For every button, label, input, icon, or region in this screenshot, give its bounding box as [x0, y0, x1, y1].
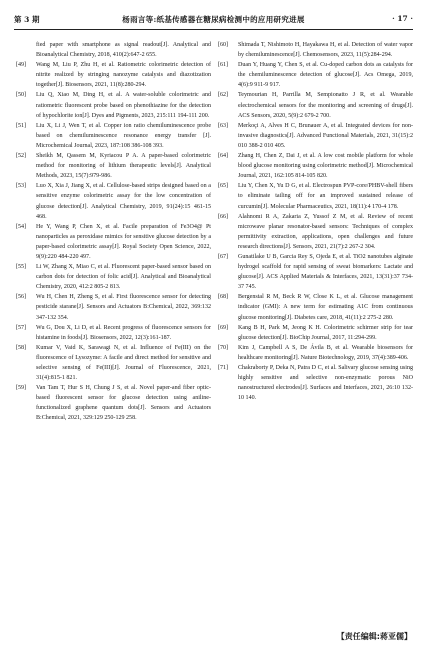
reference-item: [218, 90, 413, 120]
reference-text: Wang M, Liu P, Zhu H, et al. Ratiometric colorimetric detection of nitrite realized by stringing nanozyme catalysis and diazotization together[J]. Biosensors, 2021, 11(8):280-294.: [36, 62, 211, 89]
reference-number: [68]: [218, 294, 229, 301]
reference-number: [69]: [218, 324, 229, 331]
reference-item: [218, 212, 413, 252]
references-left-column: [16, 40, 211, 424]
reference-text: Liu X, Li J, Wen T, et al. Copper ion ratio chemiluminescence probe based on chemiluminescence resonance energy transfer [J]. Microchemical Journal, 2023, 187:108 386-108 393.: [36, 122, 211, 149]
reference-item: [218, 40, 413, 60]
reference-number: [59]: [16, 385, 27, 392]
reference-text: Alahnomi R A, Zakaria Z, Yussof Z M, et al. Review of recent microwave planar resonator-based sensors: Techniques of complex permittivity extraction, applications, open challenges and future research directions[J]. Sensors, 2021, 21(7):2 267-2 304.: [238, 213, 413, 250]
reference-item: [16, 40, 211, 60]
reference-text: Bergenstal R M, Beck R W, Close K L, et al. Glucose management indicator (GMI): A new term for estimating A1C from continuous glucose monitoring[J]. Diabetes care, 2018, 41(11):2 275-2 280.: [238, 294, 413, 321]
reference-item: [218, 60, 413, 90]
reference-text: Liu Y, Chen X, Yu D G, et al. Electrospun PVP-core/PHBV-shell fibers to eliminate tailing off for an improved sustained release of curcumin[J]. Molecular Pharmaceutics, 2021, 18(11):4 170-4 178.: [238, 183, 413, 210]
reference-text: Shimada T, Nishimoto H, Hayakawa H, et al. Detection of water vapor by chemiluminescence[J]. Chemosensors, 2023, 11(5):284-294.: [238, 42, 413, 59]
reference-number: [61]: [218, 62, 229, 69]
reference-text: fied paper with smartphone as signal readout[J]. Analytical and Bioanalytical Chemistry, 2018, 410(2):647-2 655.: [36, 42, 211, 59]
reference-number: [63]: [218, 122, 229, 129]
reference-text: Zhang H, Chen Z, Dai J, et al. A low cost mobile platform for whole blood glucose monitoring using colorimetric method[J]. Microchemical Journal, 2021, 162:105 814-105 820.: [238, 153, 413, 180]
reference-number: [57]: [16, 324, 27, 331]
reference-text: Li W, Zhang X, Miao C, et al. Fluorescent paper-based sensor based on carbon dots for detection of folic acid[J]. Analytical and Bioanalytical Chemistry, 2020, 412:2 805-2 813.: [36, 264, 211, 291]
reference-number: [49]: [16, 62, 27, 69]
reference-number: [51]: [16, 122, 27, 129]
reference-number: [65]: [218, 183, 229, 190]
reference-text: Kumar V, Vaid K, Sarawagi N, et al. Influence of Fe(III) on the fluorescence of Lysozyme: A facile and direct method for sensitive and selective sensing of Fe(III)[J]. Journal of Fluorescence, 2021, 31(4):815-1 821.: [36, 344, 211, 382]
reference-number: [66]: [218, 213, 229, 220]
reference-item: [218, 292, 413, 322]
reference-text: Duan Y, Huang Y, Chen S, et al. Cu-doped carbon dots as catalysts for the chemiluminescence detection of glucose[J]. Acs Omega, 2019, 4(6):9 911-9 917.: [238, 62, 413, 89]
reference-item: [16, 90, 211, 120]
reference-number: [50]: [16, 92, 27, 99]
reference-number: [58]: [16, 344, 27, 351]
reference-number: [60]: [218, 42, 229, 48]
reference-number: [55]: [16, 264, 27, 271]
reference-text: Van Tam T, Hur S H, Chung J S, et al. Novel paper-and fiber optic-based fluorescent sensor for glucose detection using aniline-functionalized graphene quantum dots[J]. Sensors and Actuators B:Chemical, 2021, 329:129 250-129 258.: [36, 385, 211, 422]
reference-number: [52]: [16, 153, 27, 160]
reference-number: [67]: [218, 253, 229, 260]
reference-item: [218, 121, 413, 151]
issue-number: 第 3 期: [14, 15, 40, 24]
reference-number: [56]: [16, 294, 27, 301]
reference-item: [218, 151, 413, 181]
reference-number: [53]: [16, 183, 27, 190]
reference-item: [218, 252, 413, 292]
responsible-editor: 【责任编辑:蒋亚儒】: [336, 632, 412, 641]
reference-number: [70]: [218, 344, 229, 351]
reference-text: Kang B H, Park M, Jeong K H. Colorimetric schirmer strip for tear glucose detection[J]. BioChip Journal, 2017, 11:294-299.: [238, 324, 413, 341]
reference-text: Wu G, Dou X, Li D, et al. Recent progress of fluorescence sensors for histamine in foods[J]. Biosensors, 2022, 12(3):161-187.: [36, 324, 211, 341]
reference-text: Kim J, Campbell A S, De Ávila B, et al. Wearable biosensors for healthcare monitoring[J]. Nature Biotechnology, 2019, 37(4):389-406.: [238, 344, 413, 361]
reference-item: [218, 181, 413, 211]
reference-number: [64]: [218, 153, 229, 160]
reference-text: Luo X, Xia J, Jiang X, et al. Cellulose-based strips designed based on a sensitive enzyme colorimetric assay for the low concentration of glucose detection[J]. Analytical Chemistry, 2019, 91(24):15 461-15 468.: [36, 183, 211, 220]
running-title: 杨雨言等:纸基传感器在糖尿病检测中的应用研究进展: [122, 15, 305, 24]
reference-item: [16, 151, 211, 181]
reference-item: [16, 222, 211, 262]
reference-text: Liu Q, Xiao M, Ding H, et al. A water-soluble colorimetric and ratiometric fluorescent probe based on phenothiazine for the detection of hypochlorite ion[J]. Dyes and Pigments, 2023, 215:111 194-111 200.: [36, 92, 211, 119]
reference-text: He Y, Wang P, Chen X, et al. Facile preparation of Fe3O4@ Pt nanoparticles as peroxidase mimics for sensitive glucose detection by a paper-based colorimetric assay[J]. Royal Society Open Science, 2022, 9(9):220 484-220 497.: [36, 223, 211, 260]
reference-item: [16, 60, 211, 90]
reference-text: Sheikh M, Qassem M, Kyriacou P A. A paper-based colorimetric method for monitoring of lithium therapeutic levels[J]. Analytical Methods, 2023, 15(7):979-986.: [36, 153, 211, 180]
page-header: [14, 14, 413, 28]
references-right-column: [218, 40, 413, 403]
reference-item: [16, 343, 211, 383]
reference-item: [16, 181, 211, 221]
reference-text: Teymourian H, Parrilla M, Sempionatto J R, et al. Wearable electrochemical sensors for the monitoring and screening of drugs[J]. ACS Sensors, 2020, 5(9):2 679-2 700.: [238, 92, 413, 119]
page-number: · 17 ·: [392, 14, 413, 23]
reference-text: Chakraborty P, Deka N, Patra D C, et al. Salivary glucose sensing using highly sensitive and selective non-enzymatic porous NiO nanostructured electrodes[J]. Surfaces and Interfaces, 2021, 26:10 132-10 140.: [238, 365, 413, 402]
reference-item: [16, 121, 211, 151]
reference-item: [16, 292, 211, 322]
header-rule: [14, 29, 413, 30]
reference-text: Wu H, Chen H, Zheng S, et al. First fluorescence sensor for detecting pesticide starane[J]. Sensors and Actuators B:Chemical, 2022, 369:132 347-132 354.: [36, 294, 211, 321]
reference-item: [16, 323, 211, 343]
reference-item: [218, 363, 413, 403]
reference-text: Merkoçi A, Alves H C, Brunauer A, et al. Integrated devices for non-invasive diagnostics[J]. Advanced Functional Materials, 2021, 31(15):2 010 388-2 010 405.: [238, 122, 413, 149]
reference-item: [218, 323, 413, 343]
reference-number: [54]: [16, 223, 27, 230]
reference-number: [71]: [218, 365, 229, 371]
reference-item: [16, 262, 211, 292]
reference-number: [62]: [218, 92, 229, 99]
reference-text: Gunatilake U B, Garcia Rey S, Ojeda E, et al. TiO2 nanotubes alginate hydrogel scaffold for rapid sensing of sweat biomarkers: Lactate and glucose[J]. ACS Applied Materials & Interfaces, 2021, 13(31):37 734-37 745.: [238, 253, 413, 291]
reference-item: [16, 383, 211, 423]
reference-item: [218, 343, 413, 363]
